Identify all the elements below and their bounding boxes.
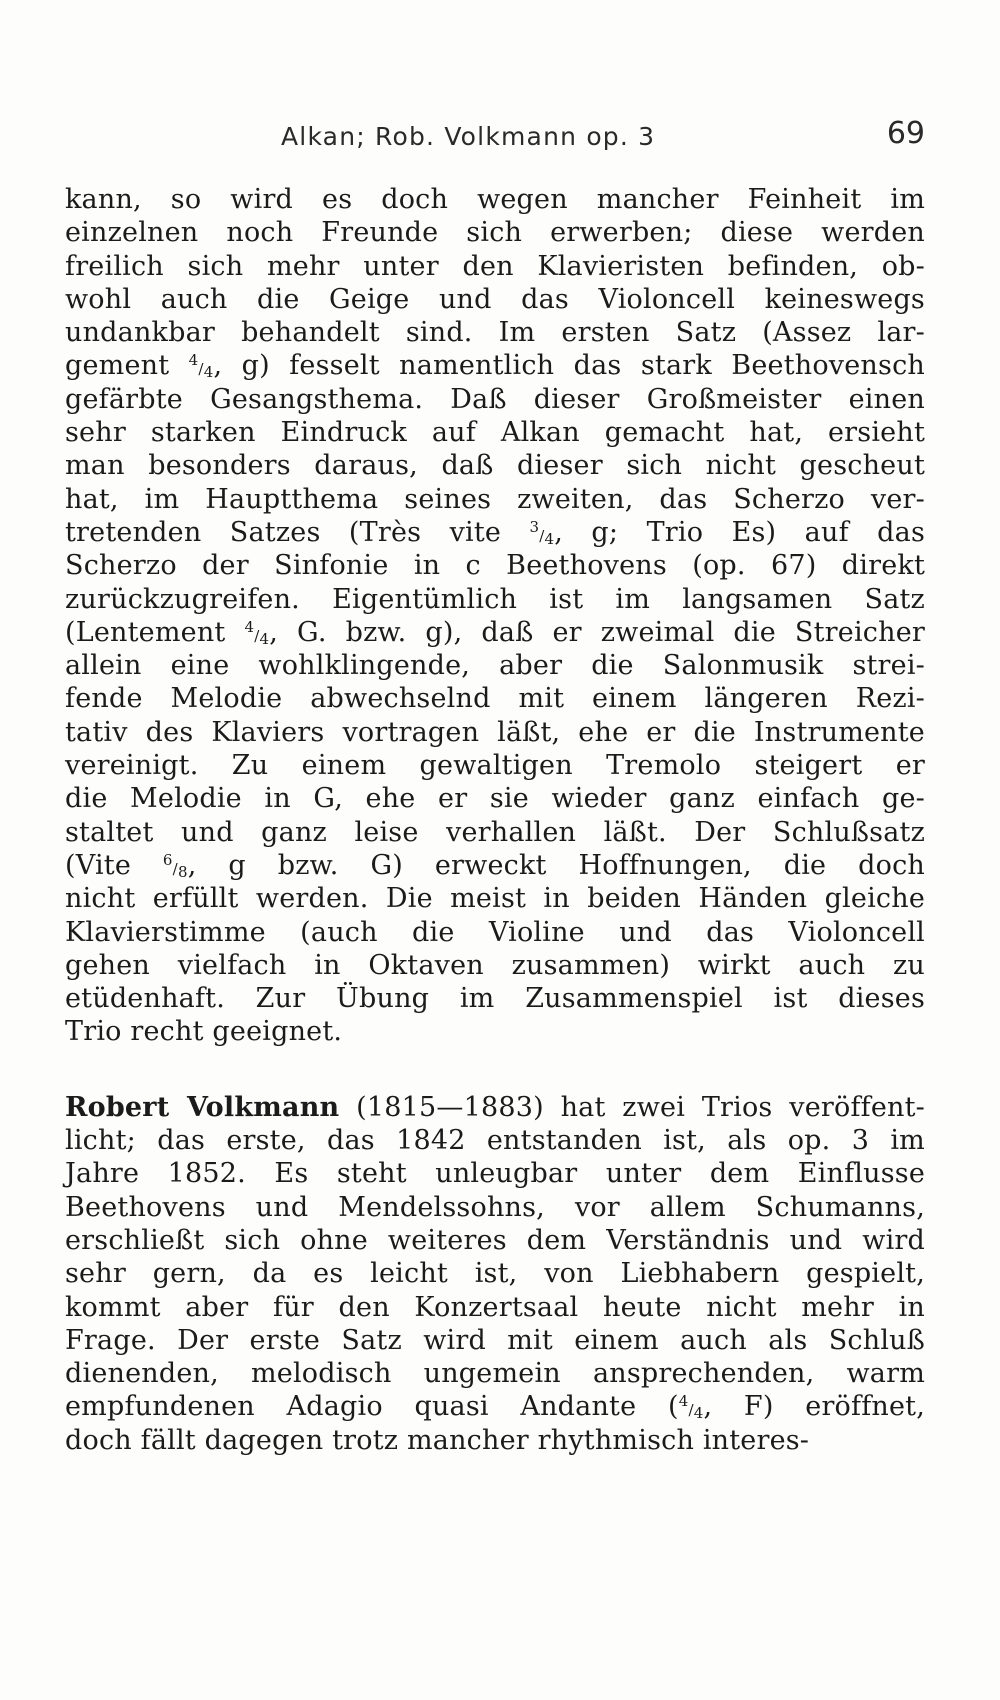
text-line: sehr starken Eindruck auf Alkan gemacht hat, ersieht bbox=[65, 417, 925, 449]
time-signature-numerator: 4 bbox=[188, 351, 199, 370]
text-line: licht; das erste, das 1842 entstanden ist, als op. 3 im bbox=[65, 1125, 925, 1157]
time-signature-denominator: 8 bbox=[177, 862, 188, 881]
text-run: , g; Trio Es) auf das bbox=[554, 516, 925, 548]
text-run: , g bzw. G) erweckt Hoffnungen, die doch bbox=[187, 849, 925, 881]
text-run: empfundenen Adagio quasi Andante ( bbox=[65, 1391, 679, 1423]
text-run: (Vite bbox=[65, 849, 163, 881]
text-line bbox=[65, 349, 925, 382]
text-line: tativ des Klaviers vortragen läßt, ehe er die Instrumente bbox=[65, 716, 925, 748]
text-line: sehr gern, da es leicht ist, von Liebhabern gespielt, bbox=[65, 1258, 925, 1290]
text-line: Trio recht geeignet. bbox=[65, 1016, 343, 1048]
text-run: , F) eröffnet, bbox=[703, 1391, 925, 1423]
text-line: gehen vielfach in Oktaven zusammen) wirkt auch zu bbox=[65, 949, 925, 981]
time-signature bbox=[162, 850, 188, 881]
time-signature-denominator: 4 bbox=[203, 363, 214, 382]
text-run: (Lentement bbox=[65, 616, 245, 648]
text-line: staltet und ganz leise verhallen läßt. Der Schlußsatz bbox=[65, 816, 925, 848]
text-line: hat, im Hauptthema seines zweiten, das Scherzo ver- bbox=[65, 483, 925, 515]
text-line: allein eine wohlklingende, aber die Salonmusik strei- bbox=[65, 650, 925, 682]
text-line: kann, so wird es doch wegen mancher Feinheit im bbox=[65, 184, 925, 215]
time-signature-slash: / bbox=[172, 859, 178, 878]
text-run: , g) fesselt namentlich das stark Beethovensch bbox=[213, 350, 925, 382]
text-line: man besonders daraus, daß dieser sich nicht gescheut bbox=[65, 450, 925, 482]
time-signature-slash: / bbox=[539, 526, 545, 545]
text-line: Klavierstimme (auch die Violine und das Violoncell bbox=[65, 916, 925, 948]
composer-name: Robert Volkmann bbox=[65, 1091, 340, 1123]
text-line: Frage. Der erste Satz wird mit einem auch als Schluß bbox=[65, 1324, 925, 1356]
time-signature bbox=[188, 351, 214, 382]
text-line: Jahre 1852. Es steht unleugbar unter dem Einflusse bbox=[65, 1158, 925, 1190]
time-signature-slash: / bbox=[198, 360, 204, 379]
page-number: 69 bbox=[886, 116, 925, 151]
text-line: zurückzugreifen. Eigentümlich ist im langsamen Satz bbox=[65, 583, 925, 615]
text-line: Scherzo der Sinfonie in c Beethovens (op. 67) direkt bbox=[65, 550, 925, 582]
time-signature bbox=[529, 517, 555, 548]
text-line: Beethovens und Mendelssohns, vor allem Schumanns, bbox=[65, 1191, 925, 1223]
text-line: kommt aber für den Konzertsaal heute nicht mehr in bbox=[65, 1291, 925, 1323]
time-signature-denominator: 4 bbox=[544, 529, 555, 548]
body-text bbox=[65, 183, 925, 1457]
time-signature-numerator: 3 bbox=[529, 517, 540, 536]
time-signature-denominator: 4 bbox=[259, 629, 270, 648]
text-line bbox=[65, 1390, 925, 1423]
paragraph-volkmann-trio bbox=[65, 1091, 925, 1457]
time-signature-slash: / bbox=[254, 626, 260, 645]
text-line: etüdenhaft. Zur Übung im Zusammenspiel ist dieses bbox=[65, 983, 925, 1015]
text-line: gefärbte Gesangsthema. Daß dieser Großmeister einen bbox=[65, 383, 925, 415]
text-line: undankbar behandelt sind. Im ersten Satz (Assez lar- bbox=[65, 317, 925, 349]
running-head bbox=[67, 116, 925, 156]
text-line bbox=[65, 1091, 925, 1124]
running-title: Alkan; Rob. Volkmann op. 3 bbox=[281, 122, 656, 151]
time-signature-slash: / bbox=[688, 1401, 694, 1420]
text-run: (1815—1883) hat zwei Trios veröffent- bbox=[339, 1091, 925, 1123]
paragraph-alkan-trio bbox=[65, 183, 925, 1049]
text-run: gement bbox=[65, 350, 189, 382]
paragraph-gap bbox=[65, 1049, 925, 1091]
text-line: freilich sich mehr unter den Klavieristen befinden, ob- bbox=[65, 250, 925, 282]
text-line: einzelnen noch Freunde sich erwerben; diese werden bbox=[65, 217, 925, 249]
time-signature-numerator: 4 bbox=[678, 1392, 689, 1411]
time-signature bbox=[244, 617, 270, 648]
text-line: dienenden, melodisch ungemein ansprechenden, warm bbox=[65, 1358, 925, 1390]
text-run: tretenden Satzes (Très vite bbox=[65, 516, 530, 548]
text-line bbox=[65, 516, 925, 549]
time-signature bbox=[678, 1392, 704, 1423]
text-line: erschließt sich ohne weiteres dem Verständnis und wird bbox=[65, 1224, 925, 1256]
time-signature-denominator: 4 bbox=[693, 1404, 704, 1423]
text-run: , G. bzw. g), daß er zweimal die Streicher bbox=[269, 616, 925, 648]
text-line bbox=[65, 849, 925, 882]
time-signature-numerator: 6 bbox=[162, 850, 173, 869]
text-line: wohl auch die Geige und das Violoncell keineswegs bbox=[65, 283, 925, 315]
text-line: vereinigt. Zu einem gewaltigen Tremolo steigert er bbox=[65, 750, 925, 782]
text-line: doch fällt dagegen trotz mancher rhythmisch interes- bbox=[65, 1424, 810, 1456]
text-line: nicht erfüllt werden. Die meist in beiden Händen gleiche bbox=[65, 883, 925, 915]
text-line: die Melodie in G, ehe er sie wieder ganz einfach ge- bbox=[65, 783, 925, 815]
text-line: fende Melodie abwechselnd mit einem längeren Rezi- bbox=[65, 683, 925, 715]
time-signature-numerator: 4 bbox=[244, 617, 255, 636]
text-line bbox=[65, 616, 925, 649]
